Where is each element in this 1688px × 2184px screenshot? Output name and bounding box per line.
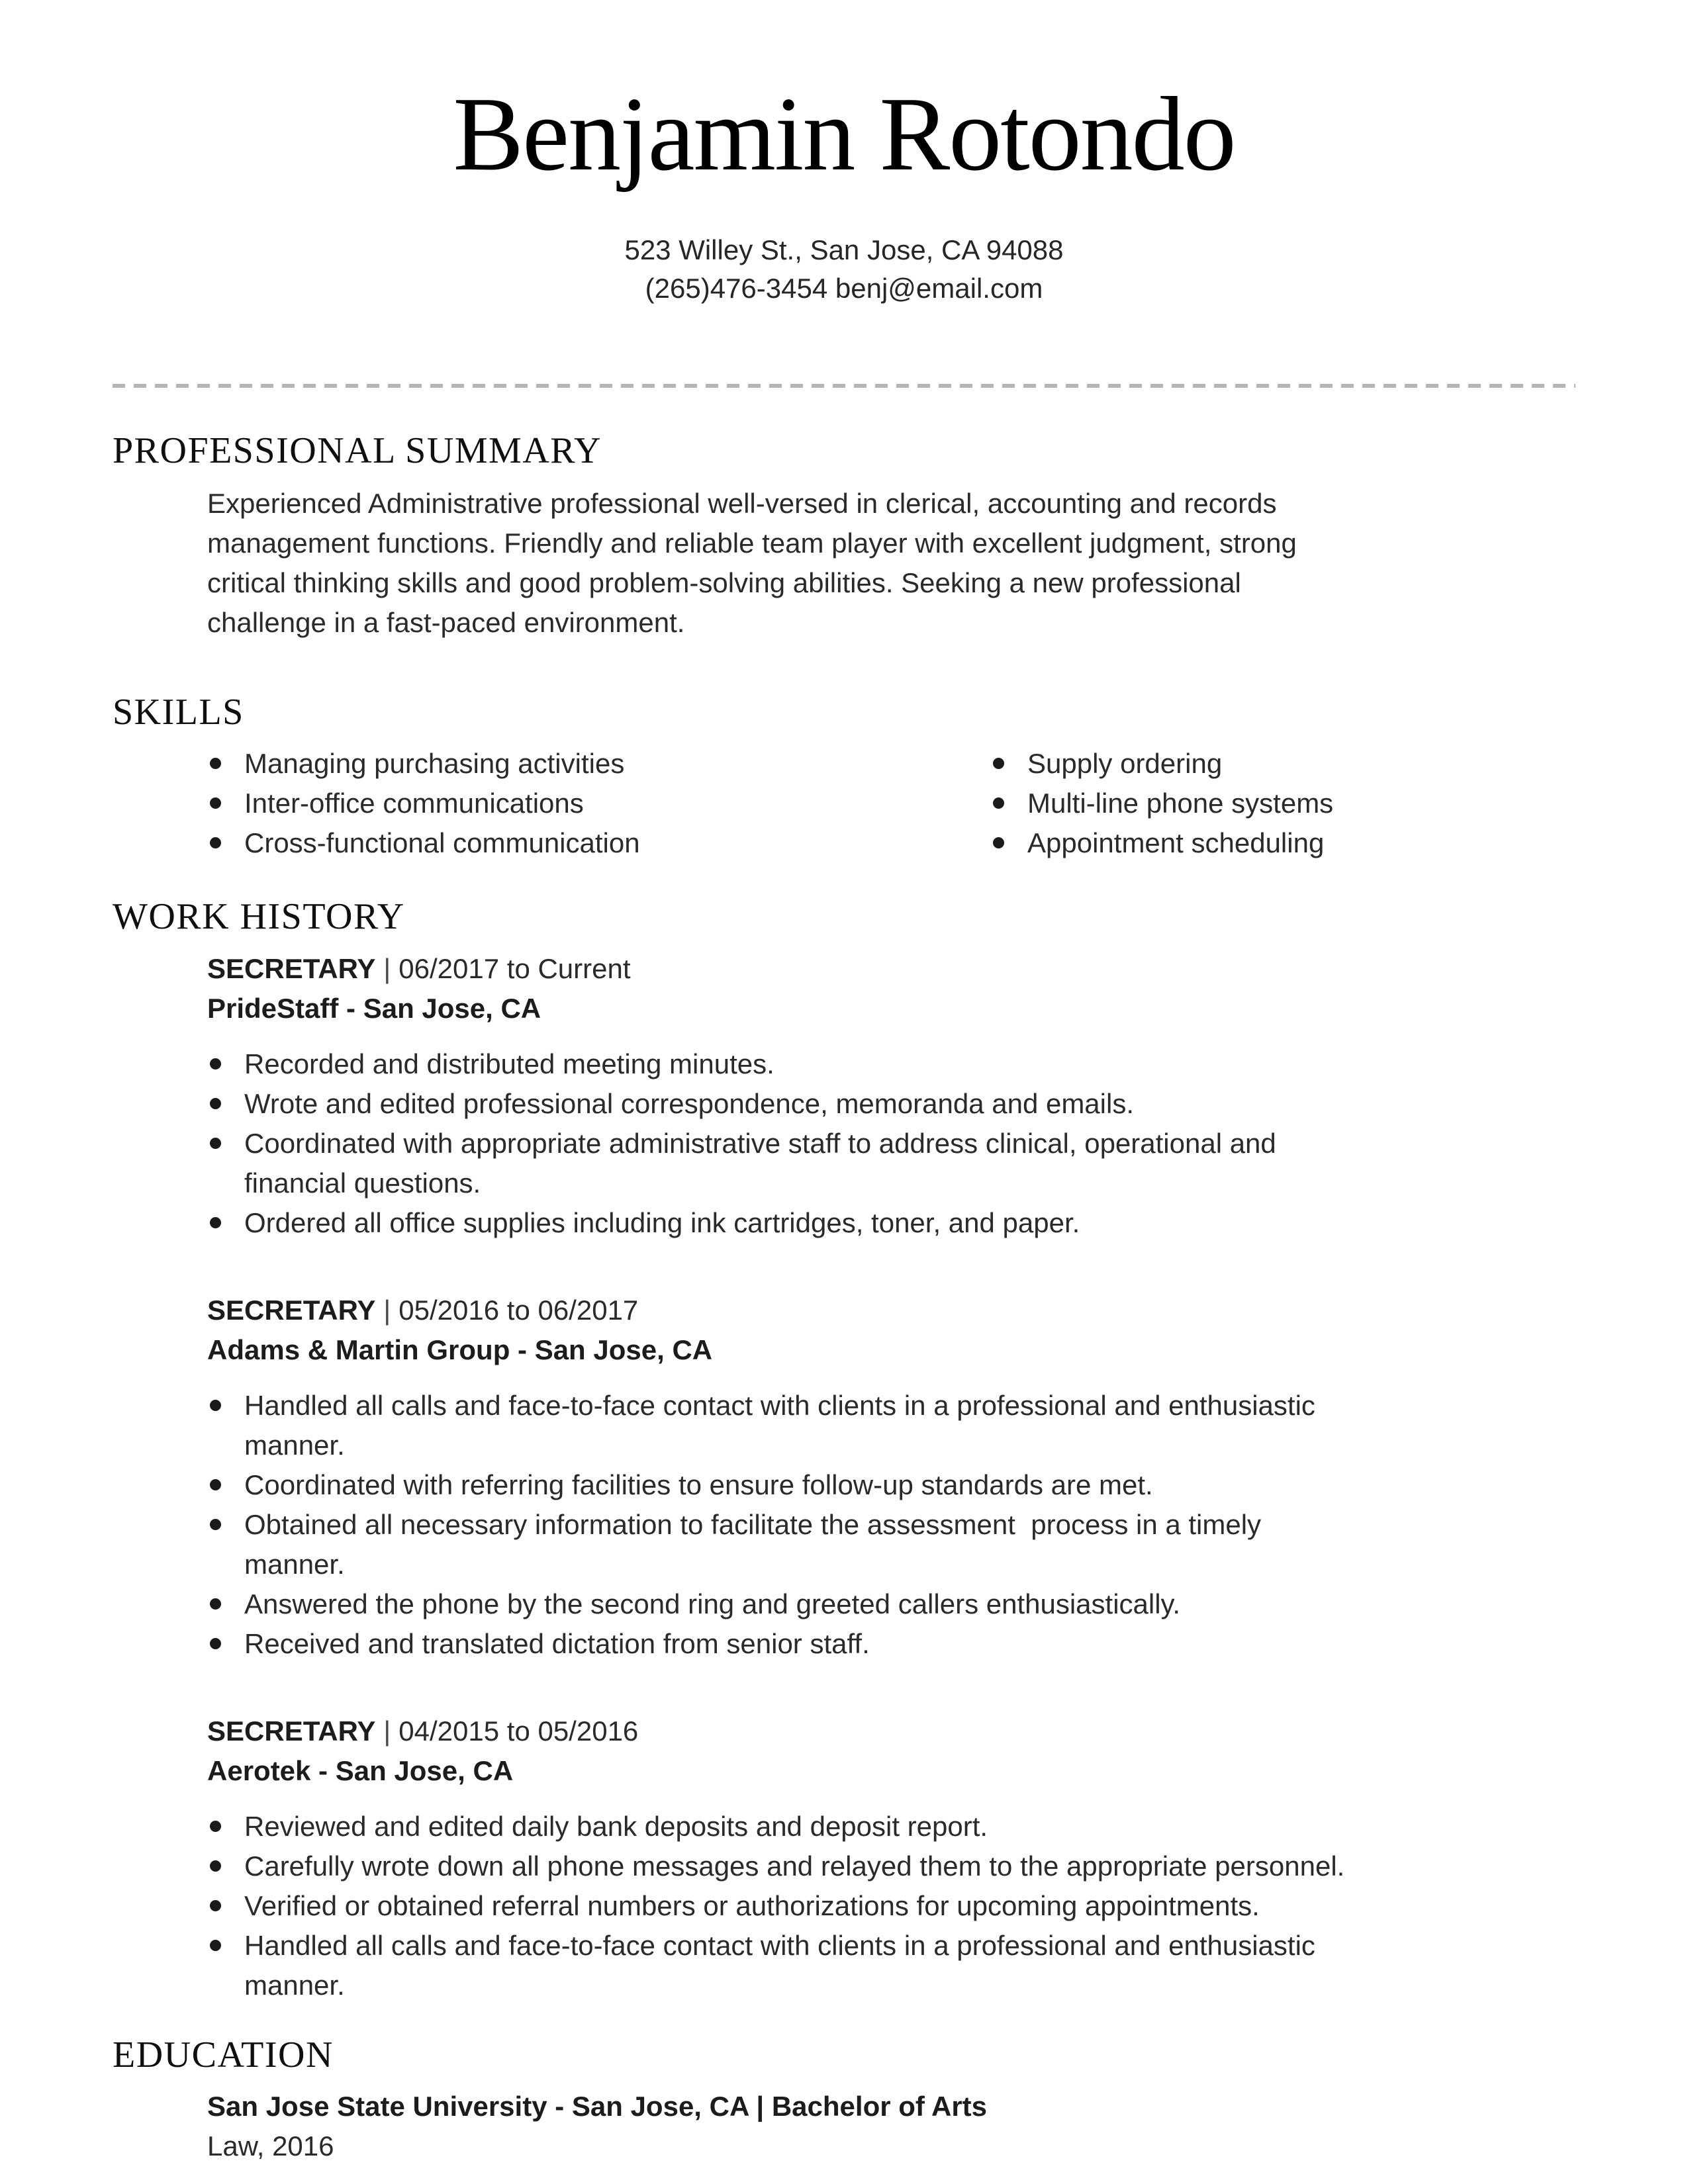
job-entry [113, 1291, 1575, 1664]
summary-text: Experienced Administrative professional well-versed in clerical, accounting and records management functions. Friendly and reliable team player with excellent judgment, strong critical thinking skills and good problem-solving abilities. Seeking a new professional challenge in a fast-paced environment. [207, 488, 1297, 639]
job-separator: | [383, 952, 391, 984]
job-dates: 06/2017 to Current [399, 952, 631, 984]
job-company: Adams & Martin Group - San Jose, CA [207, 1334, 713, 1365]
job-role: SECRETARY [207, 1715, 376, 1747]
bullet-item: Obtained all necessary information to facilitate the assessment process in a timely manner. [207, 1505, 1575, 1584]
job-role: SECRETARY [207, 1294, 376, 1326]
bullet-item: Reviewed and edited daily bank deposits and deposit report. [207, 1807, 1575, 1846]
job-title-line [207, 1291, 1575, 1330]
skill-item: Managing purchasing activities [207, 744, 896, 784]
section-work-history [113, 895, 1575, 2005]
resume-header [113, 73, 1575, 308]
job-bullet-list [207, 1044, 1575, 1243]
skills-list-right [990, 744, 1575, 863]
bullet-item: Handled all calls and face-to-face contact with clients in a professional and enthusiastic manner. [207, 1386, 1575, 1465]
skill-item: Supply ordering [990, 744, 1575, 784]
dashed-divider [113, 384, 1575, 388]
contact-address: 523 Willey St., San Jose, CA 94088 [624, 234, 1064, 265]
education-degree-line: Law, 2016 [207, 2130, 334, 2161]
contact-block [113, 231, 1575, 308]
bullet-item: Coordinated with referring facilities to ensure follow-up standards are met. [207, 1465, 1575, 1505]
job-entry [113, 949, 1575, 1243]
education-school-line: San Jose State University - San Jose, CA | Bachelor of Arts [207, 2090, 988, 2122]
education-entry [113, 2087, 1575, 2166]
bullet-item: Handled all calls and face-to-face contact with clients in a professional and enthusiastic manner. [207, 1926, 1575, 2005]
section-skills [113, 690, 1575, 863]
job-role: SECRETARY [207, 952, 376, 984]
bullet-item: Received and translated dictation from senior staff. [207, 1624, 1575, 1664]
education-heading: EDUCATION [113, 2034, 334, 2075]
bullet-item: Answered the phone by the second ring and greeted callers enthusiastically. [207, 1584, 1575, 1624]
skills-columns [113, 744, 1575, 863]
bullet-item: Ordered all office supplies including ink cartridges, toner, and paper. [207, 1203, 1575, 1243]
job-entry [113, 1711, 1575, 2005]
bullet-item: Coordinated with appropriate administrative staff to address clinical, operational and financial questions. [207, 1124, 1575, 1203]
skill-item: Inter-office communications [207, 784, 896, 823]
job-bullet-list [207, 1386, 1575, 1664]
skill-item: Cross-functional communication [207, 823, 896, 863]
bullet-item: Verified or obtained referral numbers or authorizations for upcoming appointments. [207, 1886, 1575, 1926]
job-company: PrideStaff - San Jose, CA [207, 992, 541, 1024]
job-separator: | [383, 1715, 391, 1747]
job-bullet-list [207, 1807, 1575, 2005]
contact-phone-email: (265)476-3454 benj@email.com [645, 273, 1043, 304]
bullet-item: Wrote and edited professional correspondence, memoranda and emails. [207, 1084, 1575, 1124]
person-name: Benjamin Rotondo [453, 75, 1235, 193]
job-title-line [207, 1711, 1575, 1751]
bullet-item: Recorded and distributed meeting minutes. [207, 1044, 1575, 1084]
job-separator: | [383, 1294, 391, 1326]
job-dates: 05/2016 to 06/2017 [399, 1294, 639, 1326]
job-title-line [207, 949, 1575, 989]
job-company: Aerotek - San Jose, CA [207, 1754, 514, 1786]
skills-heading: SKILLS [113, 692, 244, 733]
skill-item: Multi-line phone systems [990, 784, 1575, 823]
skill-item: Appointment scheduling [990, 823, 1575, 863]
job-dates: 04/2015 to 05/2016 [399, 1715, 639, 1747]
skills-list-left [207, 744, 896, 863]
section-education [113, 2033, 1575, 2166]
work-history-heading: WORK HISTORY [113, 896, 405, 938]
summary-heading: PROFESSIONAL SUMMARY [113, 430, 602, 471]
section-professional-summary [113, 429, 1575, 643]
bullet-item: Carefully wrote down all phone messages and relayed them to the appropriate personnel. [207, 1846, 1575, 1886]
